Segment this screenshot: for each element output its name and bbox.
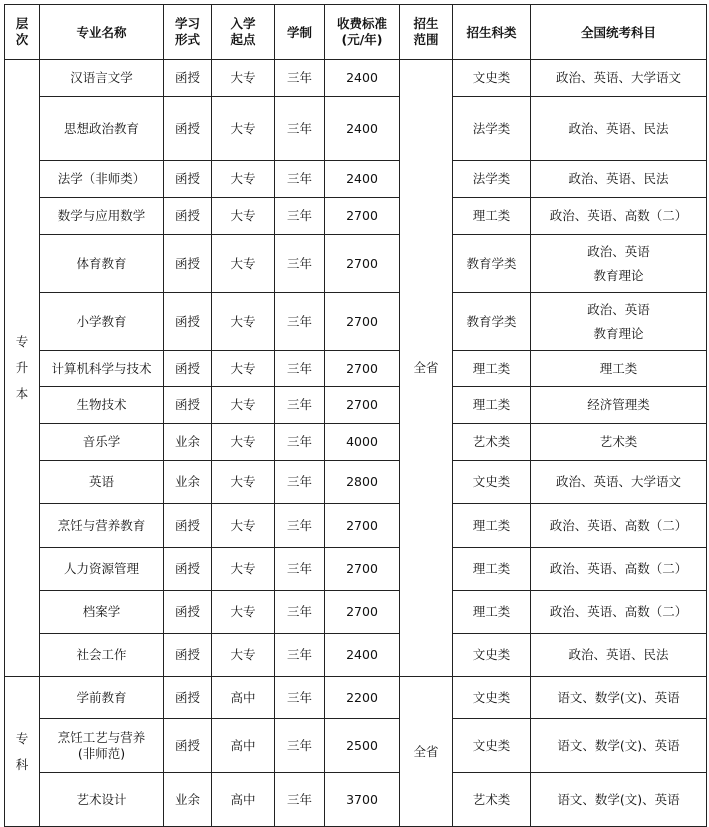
major-cell: 体育教育 bbox=[40, 235, 164, 293]
major-cell: 计算机科学与技术 bbox=[40, 351, 164, 387]
fee-cell: 2700 bbox=[325, 591, 400, 634]
category-cell: 教育学类 bbox=[453, 293, 531, 351]
table-row bbox=[5, 161, 707, 198]
study-form-cell: 函授 bbox=[164, 634, 212, 677]
exam-subjects-cell: 语文、数学(文)、英语 bbox=[531, 677, 707, 719]
duration-cell: 三年 bbox=[275, 634, 325, 677]
entry-point-cell: 大专 bbox=[212, 548, 275, 591]
major-cell: 思想政治教育 bbox=[40, 97, 164, 161]
entry-point-cell: 大专 bbox=[212, 293, 275, 351]
table-row bbox=[5, 591, 707, 634]
fee-cell: 2400 bbox=[325, 161, 400, 198]
fee-cell: 2800 bbox=[325, 461, 400, 504]
table-header bbox=[5, 5, 707, 60]
duration-cell: 三年 bbox=[275, 591, 325, 634]
exam-subjects-cell: 经济管理类 bbox=[531, 387, 707, 424]
exam-subjects-cell: 艺术类 bbox=[531, 424, 707, 461]
major-cell: 社会工作 bbox=[40, 634, 164, 677]
duration-cell: 三年 bbox=[275, 387, 325, 424]
fee-cell: 2200 bbox=[325, 677, 400, 719]
level-char: 本 bbox=[15, 386, 29, 401]
study-form-cell: 函授 bbox=[164, 198, 212, 235]
duration-cell: 三年 bbox=[275, 719, 325, 773]
exam-subjects-cell: 政治、英语 教育理论 bbox=[531, 235, 707, 293]
duration-cell: 三年 bbox=[275, 60, 325, 97]
entry-point-cell: 大专 bbox=[212, 634, 275, 677]
category-cell: 理工类 bbox=[453, 198, 531, 235]
category-cell: 教育学类 bbox=[453, 235, 531, 293]
table-row bbox=[5, 235, 707, 293]
entry-point-cell: 大专 bbox=[212, 235, 275, 293]
entry-point-cell: 高中 bbox=[212, 719, 275, 773]
table-row bbox=[5, 60, 707, 97]
major-cell: 人力资源管理 bbox=[40, 548, 164, 591]
duration-cell: 三年 bbox=[275, 504, 325, 548]
exam-subjects-cell: 政治、英语、高数（二） bbox=[531, 548, 707, 591]
category-cell: 文史类 bbox=[453, 60, 531, 97]
duration-cell: 三年 bbox=[275, 97, 325, 161]
scope-cell: 全省 bbox=[400, 677, 453, 827]
fee-cell: 4000 bbox=[325, 424, 400, 461]
category-cell: 理工类 bbox=[453, 548, 531, 591]
entry-point-cell: 高中 bbox=[212, 773, 275, 827]
fee-cell: 2400 bbox=[325, 634, 400, 677]
duration-cell: 三年 bbox=[275, 161, 325, 198]
level-cell bbox=[5, 60, 40, 677]
entry-point-cell: 大专 bbox=[212, 424, 275, 461]
study-form-cell: 业余 bbox=[164, 773, 212, 827]
table-row bbox=[5, 634, 707, 677]
entry-point-cell: 大专 bbox=[212, 97, 275, 161]
table-row bbox=[5, 677, 707, 719]
category-cell: 文史类 bbox=[453, 719, 531, 773]
exam-subjects-cell: 语文、数学(文)、英语 bbox=[531, 773, 707, 827]
major-cell: 法学（非师类） bbox=[40, 161, 164, 198]
exam-subjects-cell: 政治、英语、高数（二） bbox=[531, 198, 707, 235]
category-cell: 艺术类 bbox=[453, 424, 531, 461]
category-cell: 文史类 bbox=[453, 461, 531, 504]
duration-cell: 三年 bbox=[275, 424, 325, 461]
study-form-cell: 函授 bbox=[164, 293, 212, 351]
major-cell: 档案学 bbox=[40, 591, 164, 634]
study-form-cell: 函授 bbox=[164, 387, 212, 424]
header-duration: 学制 bbox=[275, 5, 325, 60]
header-study-form: 学习 形式 bbox=[164, 5, 212, 60]
duration-cell: 三年 bbox=[275, 461, 325, 504]
major-cell: 学前教育 bbox=[40, 677, 164, 719]
major-cell: 汉语言文学 bbox=[40, 60, 164, 97]
entry-point-cell: 大专 bbox=[212, 351, 275, 387]
major-cell: 生物技术 bbox=[40, 387, 164, 424]
table-row bbox=[5, 461, 707, 504]
program-table bbox=[4, 4, 707, 827]
exam-subjects-cell: 政治、英语、大学语文 bbox=[531, 461, 707, 504]
level-char: 科 bbox=[15, 756, 29, 772]
level-char: 升 bbox=[15, 360, 29, 375]
category-cell: 文史类 bbox=[453, 677, 531, 719]
entry-point-cell: 大专 bbox=[212, 387, 275, 424]
study-form-cell: 函授 bbox=[164, 677, 212, 719]
exam-subjects-cell: 政治、英语 教育理论 bbox=[531, 293, 707, 351]
fee-cell: 2500 bbox=[325, 719, 400, 773]
major-cell: 数学与应用数学 bbox=[40, 198, 164, 235]
fee-cell: 2700 bbox=[325, 548, 400, 591]
entry-point-cell: 大专 bbox=[212, 591, 275, 634]
table-row bbox=[5, 424, 707, 461]
table-body bbox=[5, 60, 707, 827]
study-form-cell: 函授 bbox=[164, 60, 212, 97]
major-cell: 英语 bbox=[40, 461, 164, 504]
major-cell: 烹饪工艺与营养 (非师范) bbox=[40, 719, 164, 773]
header-major: 专业名称 bbox=[40, 5, 164, 60]
major-cell: 音乐学 bbox=[40, 424, 164, 461]
table-row bbox=[5, 198, 707, 235]
table-row bbox=[5, 548, 707, 591]
entry-point-cell: 大专 bbox=[212, 60, 275, 97]
major-cell: 艺术设计 bbox=[40, 773, 164, 827]
exam-subjects-cell: 政治、英语、民法 bbox=[531, 97, 707, 161]
study-form-cell: 函授 bbox=[164, 504, 212, 548]
exam-subjects-cell: 理工类 bbox=[531, 351, 707, 387]
level-char: 专 bbox=[15, 730, 29, 746]
study-form-cell: 函授 bbox=[164, 591, 212, 634]
category-cell: 艺术类 bbox=[453, 773, 531, 827]
table-row bbox=[5, 719, 707, 773]
major-cell: 烹饪与营养教育 bbox=[40, 504, 164, 548]
scope-cell: 全省 bbox=[400, 60, 453, 677]
category-cell: 理工类 bbox=[453, 351, 531, 387]
study-form-cell: 函授 bbox=[164, 351, 212, 387]
exam-subjects-cell: 语文、数学(文)、英语 bbox=[531, 719, 707, 773]
study-form-cell: 函授 bbox=[164, 97, 212, 161]
exam-subjects-cell: 政治、英语、高数（二） bbox=[531, 591, 707, 634]
level-cell bbox=[5, 677, 40, 827]
entry-point-cell: 大专 bbox=[212, 161, 275, 198]
level-char: 专 bbox=[15, 334, 29, 349]
exam-subjects-cell: 政治、英语、民法 bbox=[531, 634, 707, 677]
study-form-cell: 函授 bbox=[164, 235, 212, 293]
category-cell: 法学类 bbox=[453, 97, 531, 161]
header-level: 层 次 bbox=[5, 5, 40, 60]
exam-subjects-cell: 政治、英语、大学语文 bbox=[531, 60, 707, 97]
fee-cell: 2700 bbox=[325, 198, 400, 235]
category-cell: 法学类 bbox=[453, 161, 531, 198]
study-form-cell: 函授 bbox=[164, 161, 212, 198]
duration-cell: 三年 bbox=[275, 235, 325, 293]
header-exam-subjects: 全国统考科目 bbox=[531, 5, 707, 60]
header-entry-point: 入学 起点 bbox=[212, 5, 275, 60]
study-form-cell: 业余 bbox=[164, 461, 212, 504]
entry-point-cell: 大专 bbox=[212, 504, 275, 548]
fee-cell: 2400 bbox=[325, 60, 400, 97]
table-row bbox=[5, 351, 707, 387]
fee-cell: 3700 bbox=[325, 773, 400, 827]
study-form-cell: 业余 bbox=[164, 424, 212, 461]
study-form-cell: 函授 bbox=[164, 548, 212, 591]
header-category: 招生科类 bbox=[453, 5, 531, 60]
study-form-cell: 函授 bbox=[164, 719, 212, 773]
table-row bbox=[5, 387, 707, 424]
duration-cell: 三年 bbox=[275, 293, 325, 351]
entry-point-cell: 大专 bbox=[212, 461, 275, 504]
exam-subjects-cell: 政治、英语、民法 bbox=[531, 161, 707, 198]
fee-cell: 2700 bbox=[325, 293, 400, 351]
table-row bbox=[5, 97, 707, 161]
category-cell: 理工类 bbox=[453, 504, 531, 548]
category-cell: 文史类 bbox=[453, 634, 531, 677]
entry-point-cell: 高中 bbox=[212, 677, 275, 719]
duration-cell: 三年 bbox=[275, 351, 325, 387]
duration-cell: 三年 bbox=[275, 773, 325, 827]
category-cell: 理工类 bbox=[453, 387, 531, 424]
duration-cell: 三年 bbox=[275, 548, 325, 591]
duration-cell: 三年 bbox=[275, 677, 325, 719]
header-scope: 招生 范围 bbox=[400, 5, 453, 60]
fee-cell: 2400 bbox=[325, 97, 400, 161]
category-cell: 理工类 bbox=[453, 591, 531, 634]
header-fee: 收费标准 (元/年) bbox=[325, 5, 400, 60]
table-row bbox=[5, 773, 707, 827]
entry-point-cell: 大专 bbox=[212, 198, 275, 235]
fee-cell: 2700 bbox=[325, 351, 400, 387]
table-row bbox=[5, 504, 707, 548]
table-row bbox=[5, 293, 707, 351]
duration-cell: 三年 bbox=[275, 198, 325, 235]
fee-cell: 2700 bbox=[325, 504, 400, 548]
major-cell: 小学教育 bbox=[40, 293, 164, 351]
fee-cell: 2700 bbox=[325, 387, 400, 424]
fee-cell: 2700 bbox=[325, 235, 400, 293]
exam-subjects-cell: 政治、英语、高数（二） bbox=[531, 504, 707, 548]
